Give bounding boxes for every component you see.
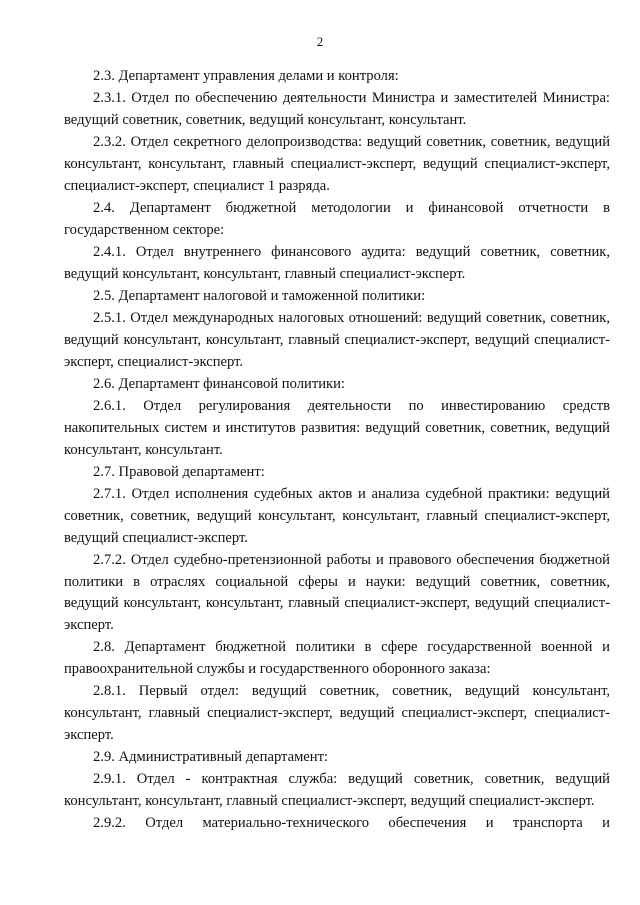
section-2-7-1-paragraph: 2.7.1. Отдел исполнения судебных актов и анализа судебной практики: ведущий советник, советник, ведущий консультант, консультант, главный специалист-эксперт, ведущий специалист-эксперт. bbox=[64, 486, 610, 546]
section-2-8-heading: 2.8. Департамент бюджетной политики в сфере государственной военной и правоохранительной службы и государственного оборонного заказа: bbox=[64, 639, 610, 678]
section-2-9-heading: 2.9. Административный департамент: bbox=[93, 749, 329, 766]
section-2-6-1-paragraph: 2.6.1. Отдел регулирования деятельности по инвестированию средств накопительных систем и институтов развития: ведущий советник, советник, ведущий консультант, консультант. bbox=[64, 398, 610, 458]
section-2-9-2-paragraph: 2.9.2. Отдел материально-технического обеспечения и транспорта и bbox=[93, 815, 610, 832]
section-2-5-1-paragraph: 2.5.1. Отдел международных налоговых отношений: ведущий советник, советник, ведущий консультант, консультант, главный специалист-эксперт, ведущий специалист-эксперт, специалист-эксперт. bbox=[64, 310, 610, 370]
section-2-8-1-paragraph: 2.8.1. Первый отдел: ведущий советник, советник, ведущий консультант, консультант, главный специалист-эксперт, ведущий специалист-эксперт, специалист-эксперт. bbox=[64, 683, 610, 743]
section-2-4-heading: 2.4. Департамент бюджетной методологии и финансовой отчетности в государственном секторе: bbox=[64, 199, 610, 238]
section-2-7-heading: 2.7. Правовой департамент: bbox=[93, 463, 265, 480]
section-2-4-1-paragraph: 2.4.1. Отдел внутреннего финансового аудита: ведущий советник, советник, ведущий консультант, консультант, главный специалист-эксперт. bbox=[64, 243, 610, 282]
section-2-3-heading: 2.3. Департамент управления делами и контроля: bbox=[93, 68, 399, 84]
section-2-7-2-paragraph: 2.7.2. Отдел судебно-претензионной работы и правового обеспечения бюджетной политики в отраслях социальной сферы и науки: ведущий советник, советник, ведущий консультант, консультант, главный специалист-эксперт, ведущий специалист-эксперт. bbox=[64, 551, 610, 634]
section-2-5-heading: 2.5. Департамент налоговой и таможенной политики: bbox=[93, 287, 426, 304]
section-2-3-2-paragraph: 2.3.2. Отдел секретного делопроизводства: ведущий советник, советник, ведущий консультант, консультант, главный специалист-эксперт, ведущий специалист-эксперт, специалист-эксперт, специалист 1 разряда. bbox=[64, 134, 610, 194]
document-body bbox=[64, 66, 610, 836]
section-2-3-1-paragraph: 2.3.1. Отдел по обеспечению деятельности Министра и заместителей Министра: ведущий советник, советник, ведущий консультант, консультант. bbox=[64, 90, 610, 128]
section-2-9-1-paragraph: 2.9.1. Отдел - контрактная служба: ведущий советник, советник, ведущий консультант, консультант, главный специалист-эксперт, ведущий специалист-эксперт. bbox=[64, 771, 610, 810]
section-2-6-heading: 2.6. Департамент финансовой политики: bbox=[93, 375, 345, 392]
page-number: 2 bbox=[316, 34, 324, 49]
